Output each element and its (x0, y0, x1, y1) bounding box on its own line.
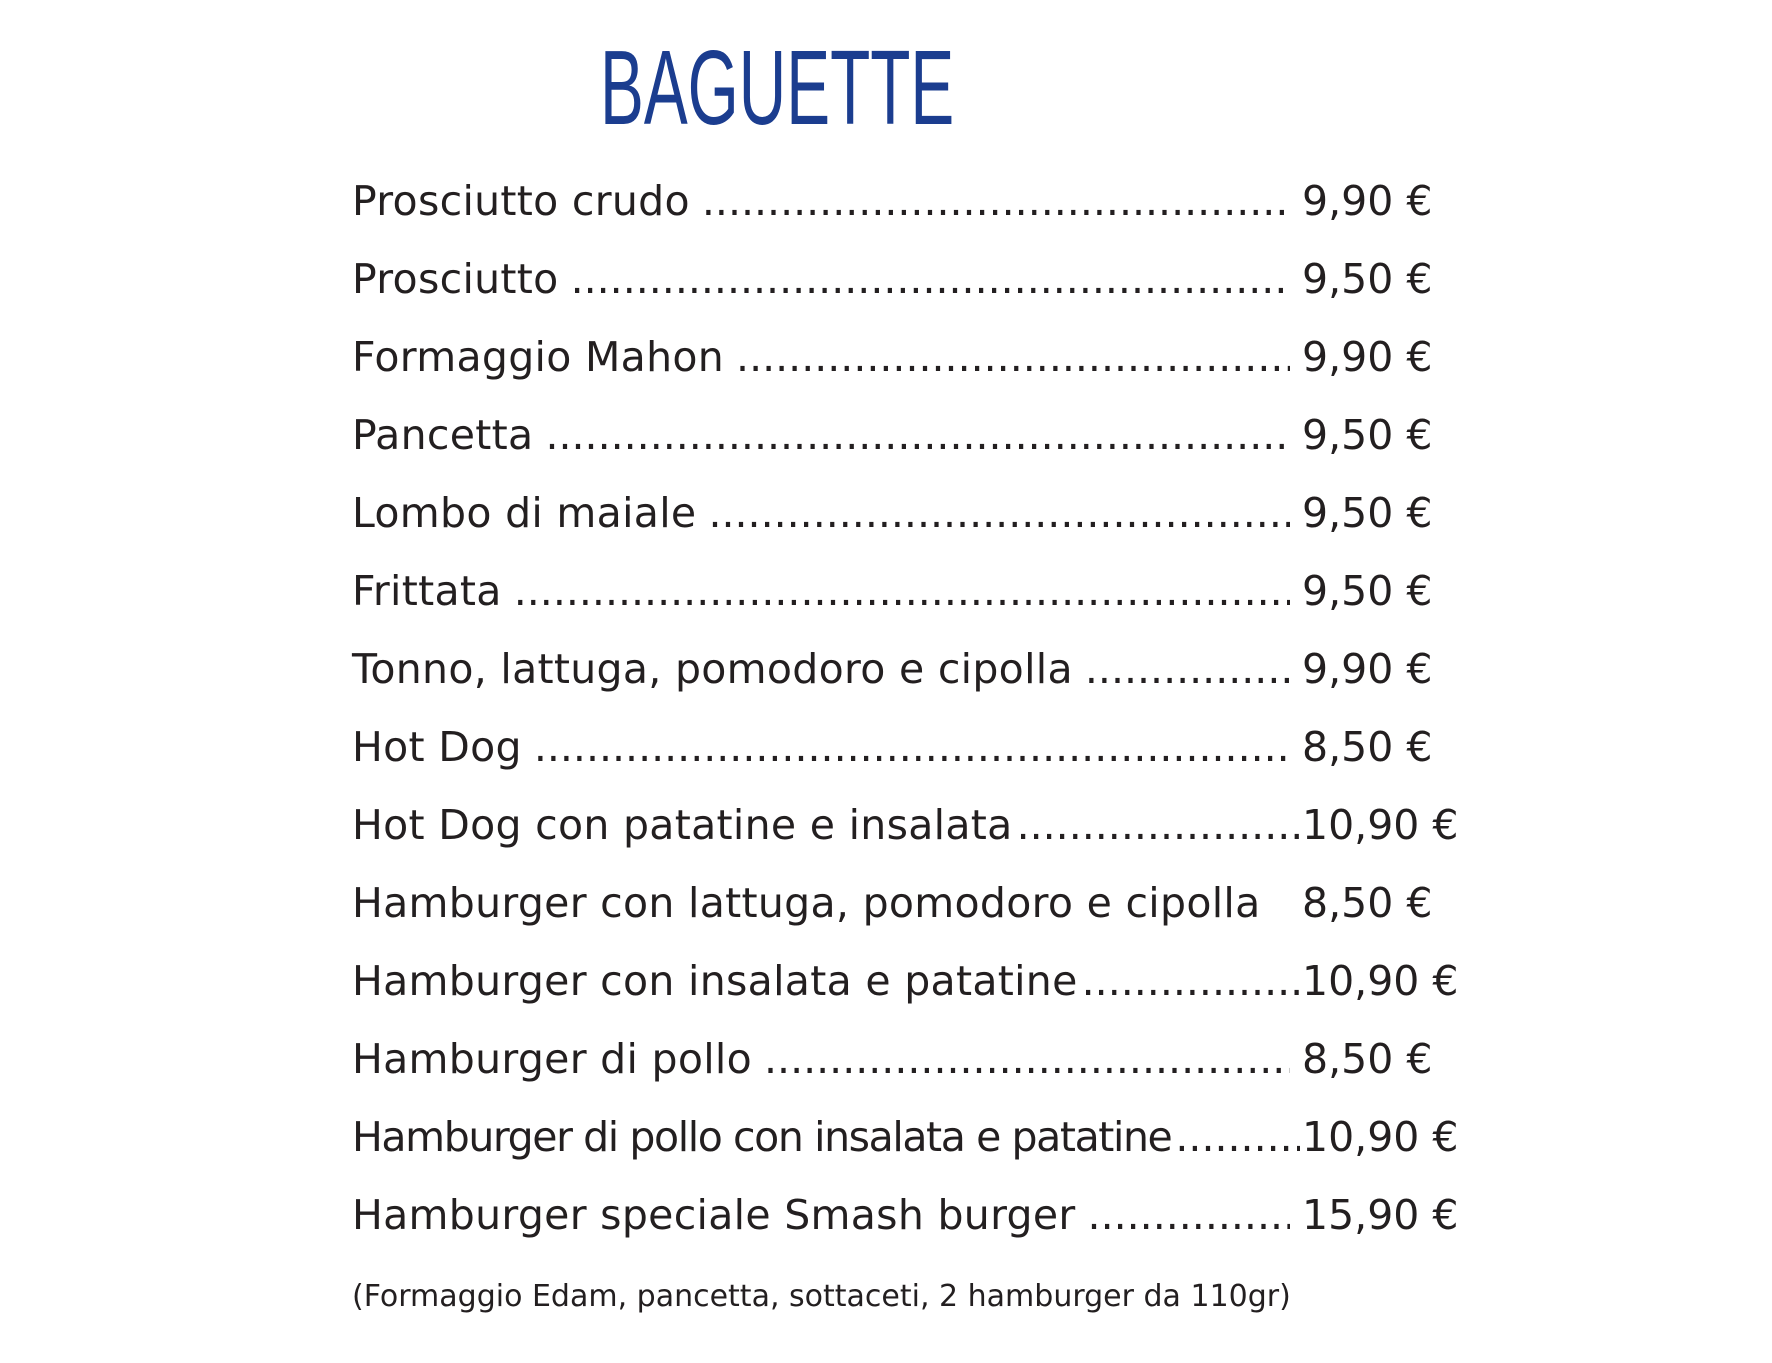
menu-item (352, 638, 1433, 716)
menu-item (352, 794, 1459, 872)
menu-item-price: 15,90 € (1302, 1191, 1459, 1239)
menu-title: BAGUETTE (600, 29, 955, 147)
menu-item (352, 950, 1459, 1028)
menu-item (352, 326, 1433, 404)
smash-burger-note: (Formaggio Edam, pancetta, sottaceti, 2 hamburger da 110gr) (352, 1279, 1291, 1314)
menu-item (352, 1106, 1459, 1184)
dot-leader (1017, 794, 1300, 856)
menu-item-price: 9,90 € (1302, 645, 1433, 693)
dot-leader (571, 248, 1290, 310)
menu-item-name: Hamburger di pollo con insalata e patatine (352, 1113, 1172, 1161)
menu-item-price: 10,90 € (1302, 957, 1459, 1005)
menu-item-name: Prosciutto (352, 255, 559, 303)
menu-item (352, 560, 1433, 638)
menu-item-name: Tonno, lattuga, pomodoro e cipolla (352, 645, 1073, 693)
menu-item-price: 8,50 € (1302, 879, 1433, 927)
menu-item-price: 10,90 € (1302, 1113, 1459, 1161)
menu-items-list (352, 170, 1459, 1262)
dot-leader (1085, 638, 1290, 700)
dot-leader (702, 170, 1290, 232)
dot-leader (1088, 1184, 1290, 1246)
dot-leader (764, 1028, 1290, 1090)
menu-item (352, 716, 1433, 794)
menu-item (352, 1184, 1459, 1262)
dot-leader (1175, 1106, 1300, 1168)
menu-item (352, 1028, 1433, 1106)
dot-leader (545, 404, 1290, 466)
menu-item-price: 9,50 € (1302, 489, 1433, 537)
menu-item-name: Hot Dog con patatine e insalata (352, 801, 1013, 849)
menu-item-price: 9,50 € (1302, 255, 1433, 303)
dot-leader (736, 326, 1290, 388)
menu-item (352, 482, 1433, 560)
menu-item-name: Lombo di maiale (352, 489, 697, 537)
menu-item-price: 9,90 € (1302, 177, 1433, 225)
menu-item-price: 8,50 € (1302, 723, 1433, 771)
dot-leader (708, 482, 1290, 544)
menu-item-name: Pancetta (352, 411, 534, 459)
menu-item (352, 404, 1433, 482)
menu-item-name: Hamburger speciale Smash burger (352, 1191, 1076, 1239)
menu-item-name: Hot Dog (352, 723, 522, 771)
dot-leader (514, 560, 1290, 622)
menu-item-price: 9,50 € (1302, 567, 1433, 615)
menu-item-name: Frittata (352, 567, 502, 615)
menu-item-price: 9,50 € (1302, 411, 1433, 459)
menu-item-price: 8,50 € (1302, 1035, 1433, 1083)
dot-leader (1082, 950, 1300, 1012)
menu-item-name: Formaggio Mahon (352, 333, 725, 381)
menu-item-price: 10,90 € (1302, 801, 1459, 849)
menu-item (352, 170, 1433, 248)
menu-item-name: Hamburger con lattuga, pomodoro e cipolla (352, 879, 1261, 927)
menu-item-price: 9,90 € (1302, 333, 1433, 381)
menu-item-name: Hamburger di pollo (352, 1035, 753, 1083)
menu-item (352, 872, 1433, 950)
menu-item-name: Prosciutto crudo (352, 177, 690, 225)
dot-leader (534, 716, 1290, 778)
menu-item (352, 248, 1433, 326)
menu-item-name: Hamburger con insalata e patatine (352, 957, 1078, 1005)
